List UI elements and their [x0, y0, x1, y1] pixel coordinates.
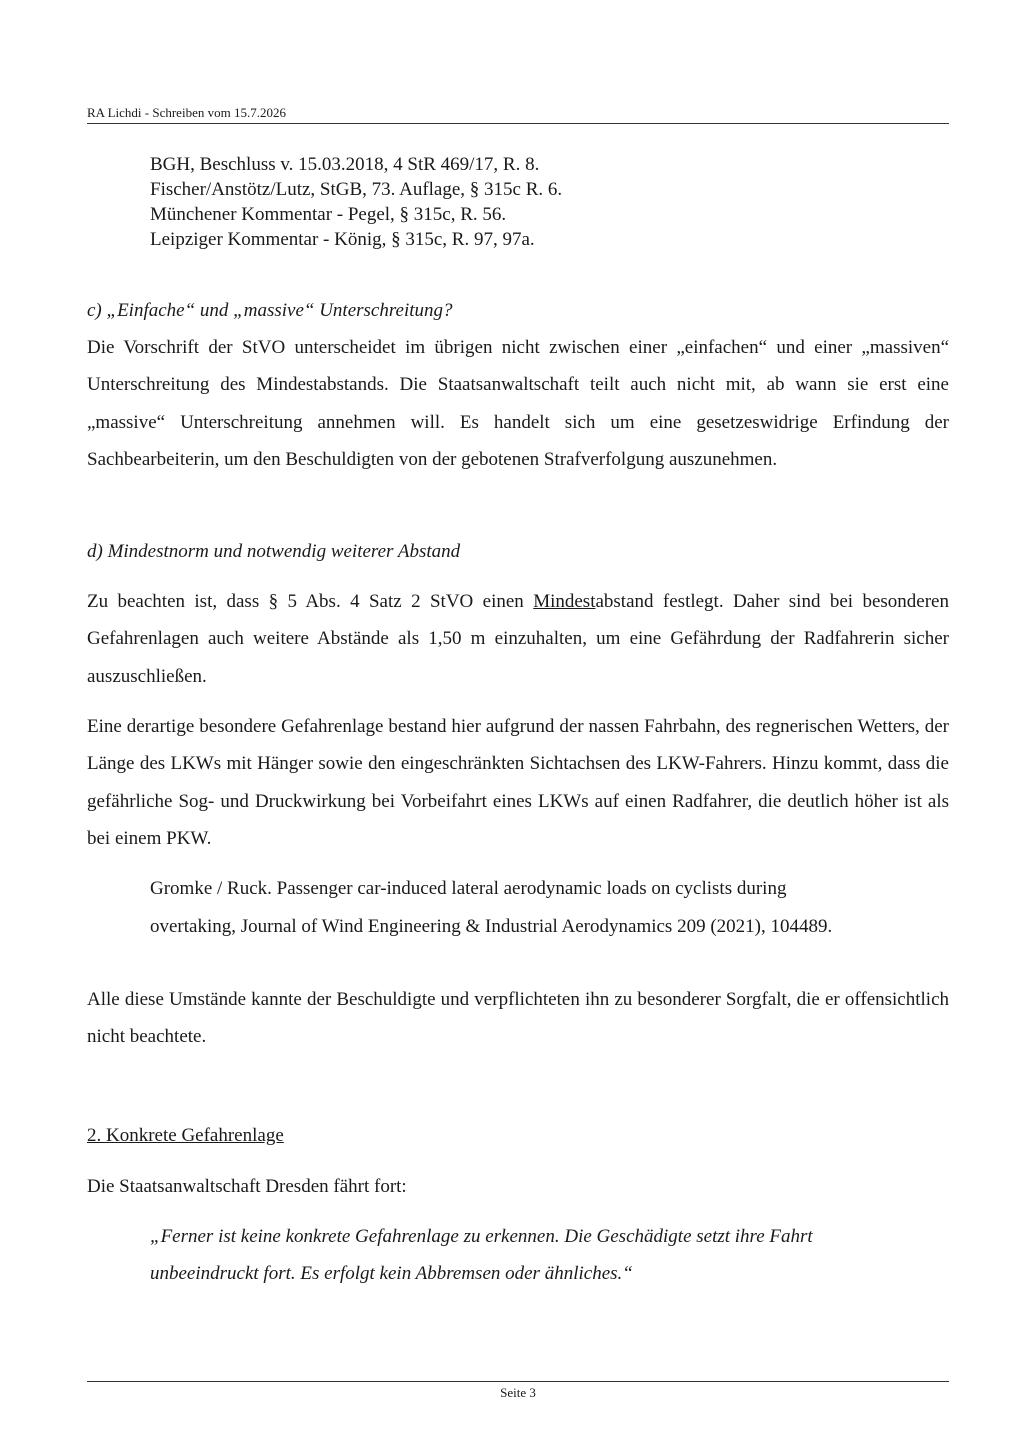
text-segment: abstand festlegt. Daher sind bei besonderen Gefahrenlagen auch weitere Abstände als 1,50 m einzuhalten, um eine Gefährdung der Radfahrerin sicher auszuschließen. [87, 591, 949, 687]
reference-item: Münchener Kommentar - Pegel, § 315c, R. 56. [150, 204, 507, 225]
citation-line: Gromke / Ruck. Passenger car-induced lateral aerodynamic loads on cyclists during [150, 878, 787, 900]
quote-line: unbeeindruckt fort. Es erfolgt kein Abbremsen oder ähnliches.“ [150, 1263, 633, 1285]
section-c-heading: c) „Einfache“ und „massive“ Unterschreitung? [87, 300, 453, 321]
citation [150, 870, 949, 945]
section-2-heading: 2. Konkrete Gefahrenlage [87, 1125, 284, 1147]
text-segment: Zu beachten ist, dass § 5 Abs. 4 Satz 2 StVO einen [87, 591, 534, 613]
section-d-paragraph-2: Eine derartige besondere Gefahrenlage bestand hier aufgrund der nassen Fahrbahn, des regnerischen Wetters, der Länge des LKWs mit Hänger sowie den eingeschränkten Sichtachsen des LKW-Fahrers. Hinzu kommt, dass die gefährliche Sog- und Druckwirkung bei Vorbeifahrt eines LKWs auf einen Radfahrer, die deutlich höher ist als bei einem PKW. [87, 716, 949, 849]
reference-list [150, 152, 949, 252]
section-d-paragraph-1 [87, 583, 949, 695]
footer-rule [87, 1381, 949, 1382]
page-body [87, 152, 949, 1293]
quote-line: „Ferner ist keine konkrete Gefahrenlage zu erkennen. Die Geschädigte setzt ihre Fahrt [150, 1226, 813, 1248]
section-c-paragraph: Die Vorschrift der StVO unterscheidet im übrigen nicht zwischen einer „einfachen“ und einer „massiven“ Unterschreitung des Mindestabstands. Die Staatsanwaltschaft teilt auch nicht mit, ab wann sie erst eine „massive“ Unterschreitung annehmen will. Es handelt sich um eine gesetzeswidrige Erfindung der Sachbearbeiterin, um den Beschuldigten von der gebotenen Strafverfolgung auszunehmen. [87, 337, 949, 470]
underlined-word: Mindest [533, 591, 596, 613]
reference-item: BGH, Beschluss v. 15.03.2018, 4 StR 469/17, R. 8. [150, 154, 540, 175]
section-d-paragraph-3: Alle diese Umstände kannte der Beschuldigte und verpflichteten ihn zu besonderer Sorgfalt, die er offensichtlich nicht beachtete. [87, 988, 949, 1048]
citation-line: overtaking, Journal of Wind Engineering & Industrial Aerodynamics 209 (2021), 104489. [150, 915, 833, 937]
section-d-heading: d) Mindestnorm und notwendig weiterer Abstand [87, 541, 461, 563]
page-header: RA Lichdi - Schreiben vom 15.7.2026 [87, 105, 949, 124]
reference-item: Fischer/Anstötz/Lutz, StGB, 73. Auflage, § 315c R. 6. [150, 179, 563, 200]
quote-block [150, 1218, 949, 1293]
page-number: Seite 3 [500, 1385, 536, 1400]
reference-item: Leipziger Kommentar - König, § 315c, R. 97, 97a. [150, 229, 535, 250]
section-2-intro: Die Staatsanwaltschaft Dresden fährt fort: [87, 1175, 407, 1197]
